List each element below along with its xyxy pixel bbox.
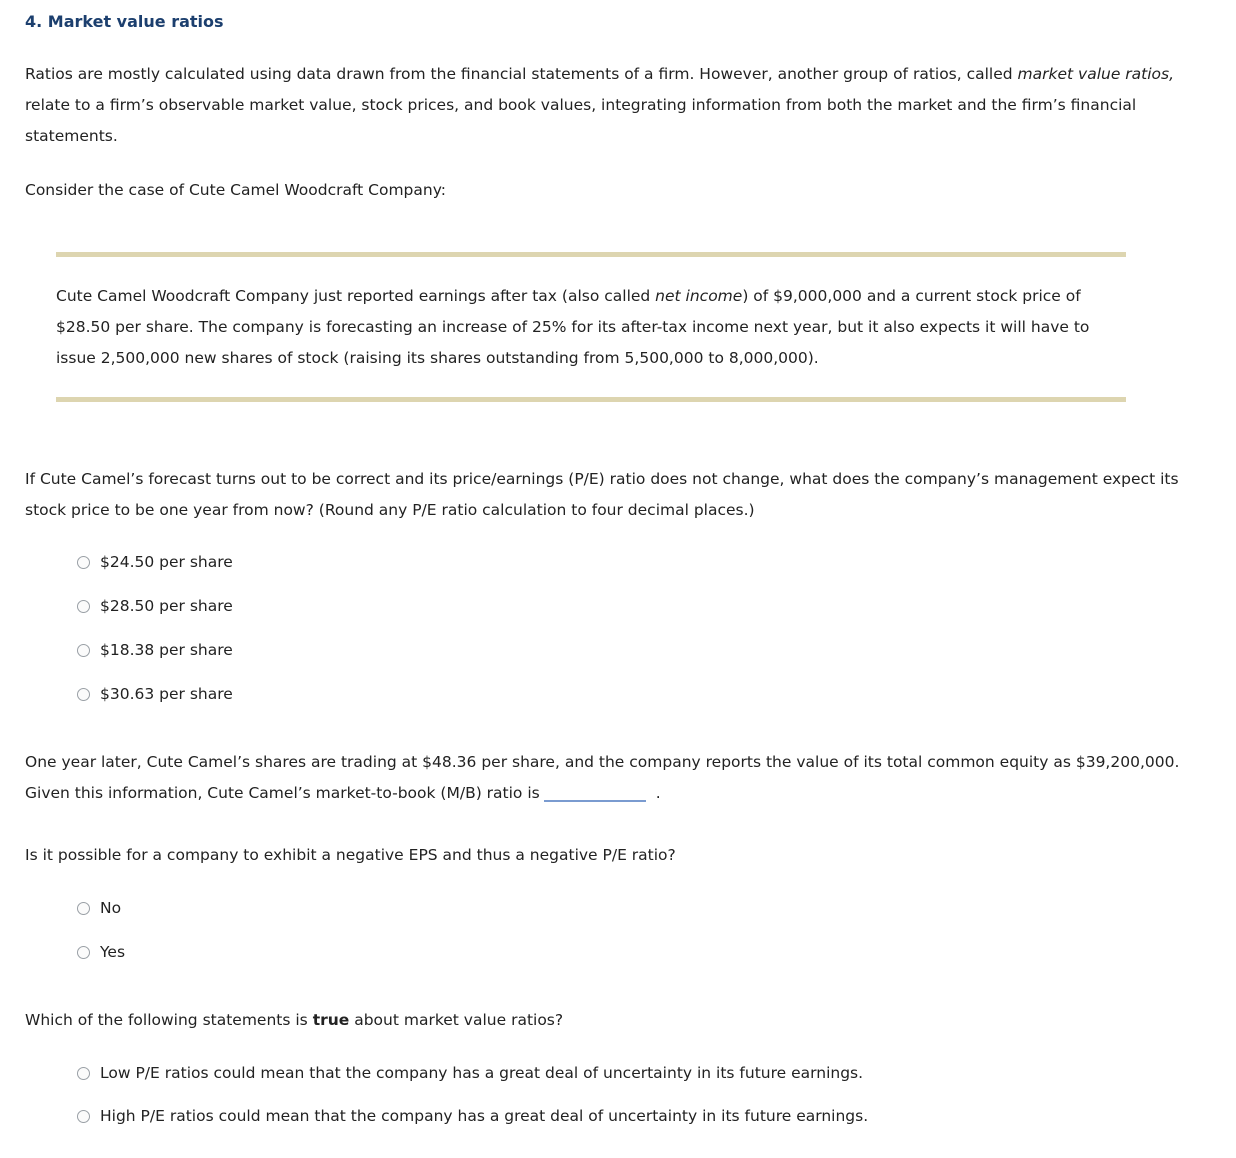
q4-option-label: High P/E ratios could mean that the company has a great deal of uncertainty in its future earnings. <box>100 1107 869 1125</box>
q2-line-1: One year later, Cute Camel’s shares are trading at $48.36 per share, and the company reports the value of its total common equity as $39,200,000. <box>25 753 1180 771</box>
q2-question <box>25 747 1215 809</box>
q2-line-2: Given this information, Cute Camel’s market-to-book (M/B) ratio is <box>25 784 540 802</box>
q4-text-post: about market value ratios? <box>349 1011 564 1029</box>
q3-option-label: No <box>100 899 122 917</box>
section-title: 4. Market value ratios <box>25 12 224 31</box>
radio-button[interactable] <box>77 1110 90 1123</box>
q1-option-label: $28.50 per share <box>100 597 233 615</box>
case-text-b: ) of $9,000,000 and a current stock price of $28.50 per share. The company is forecasting an increase of 25% for its after-tax income next year, but it also expects it will have to issue 2,500,000 new shares of stock (raising its shares outstanding from 5,500,000 to 8,000,000). <box>56 287 1090 367</box>
q1-option-label: $18.38 per share <box>100 641 233 659</box>
intro-text-a: Ratios are mostly calculated using data drawn from the financial statements of a firm. However, another group of ratios, called <box>25 65 1018 83</box>
case-top-divider <box>56 252 1126 257</box>
radio-button[interactable] <box>77 644 90 657</box>
q1-option-3[interactable] <box>77 639 233 661</box>
q4-option-label: Low P/E ratios could mean that the company has a great deal of uncertainty in its future earnings. <box>100 1064 864 1082</box>
q1-option-label: $24.50 per share <box>100 553 233 571</box>
q1-option-2[interactable] <box>77 595 233 617</box>
case-bottom-divider <box>56 397 1126 402</box>
q3-option-no[interactable] <box>77 897 121 919</box>
case-term-net-income: net income <box>655 287 743 305</box>
case-box <box>56 281 1121 374</box>
q2-period: . <box>655 784 661 802</box>
case-lead: Consider the case of Cute Camel Woodcraft Company: <box>25 181 446 199</box>
intro-text-b: relate to a firm’s observable market value, stock prices, and book values, integrating information from both the market and the firm’s financial statements. <box>25 96 1137 145</box>
q4-question <box>25 1005 1215 1036</box>
q3-option-label: Yes <box>100 943 126 961</box>
q3-question: Is it possible for a company to exhibit a negative EPS and thus a negative P/E ratio? <box>25 846 676 864</box>
mb-ratio-answer-blank[interactable] <box>544 786 646 802</box>
q4-text-pre: Which of the following statements is <box>25 1011 313 1029</box>
q1-option-label: $30.63 per share <box>100 685 233 703</box>
radio-button[interactable] <box>77 946 90 959</box>
q1-question: If Cute Camel’s forecast turns out to be correct and its price/earnings (P/E) ratio does not change, what does the company’s management expect its stock price to be one year from now? (Round any P/E ratio calculation to four decimal places.) <box>25 470 1179 519</box>
radio-button[interactable] <box>77 1067 90 1080</box>
q4-emphasis-true: true <box>312 1011 350 1029</box>
q1-option-4[interactable] <box>77 683 233 705</box>
q4-option-low-pe[interactable] <box>77 1062 863 1084</box>
radio-button[interactable] <box>77 600 90 613</box>
intro-term-market-value-ratios: market value ratios, <box>1017 65 1175 83</box>
q3-option-yes[interactable] <box>77 941 125 963</box>
intro-paragraph <box>25 59 1215 152</box>
q1-option-1[interactable] <box>77 551 233 573</box>
q4-option-high-pe[interactable] <box>77 1105 868 1127</box>
radio-button[interactable] <box>77 902 90 915</box>
radio-button[interactable] <box>77 556 90 569</box>
case-text-a: Cute Camel Woodcraft Company just reported earnings after tax (also called <box>56 287 656 305</box>
radio-button[interactable] <box>77 688 90 701</box>
